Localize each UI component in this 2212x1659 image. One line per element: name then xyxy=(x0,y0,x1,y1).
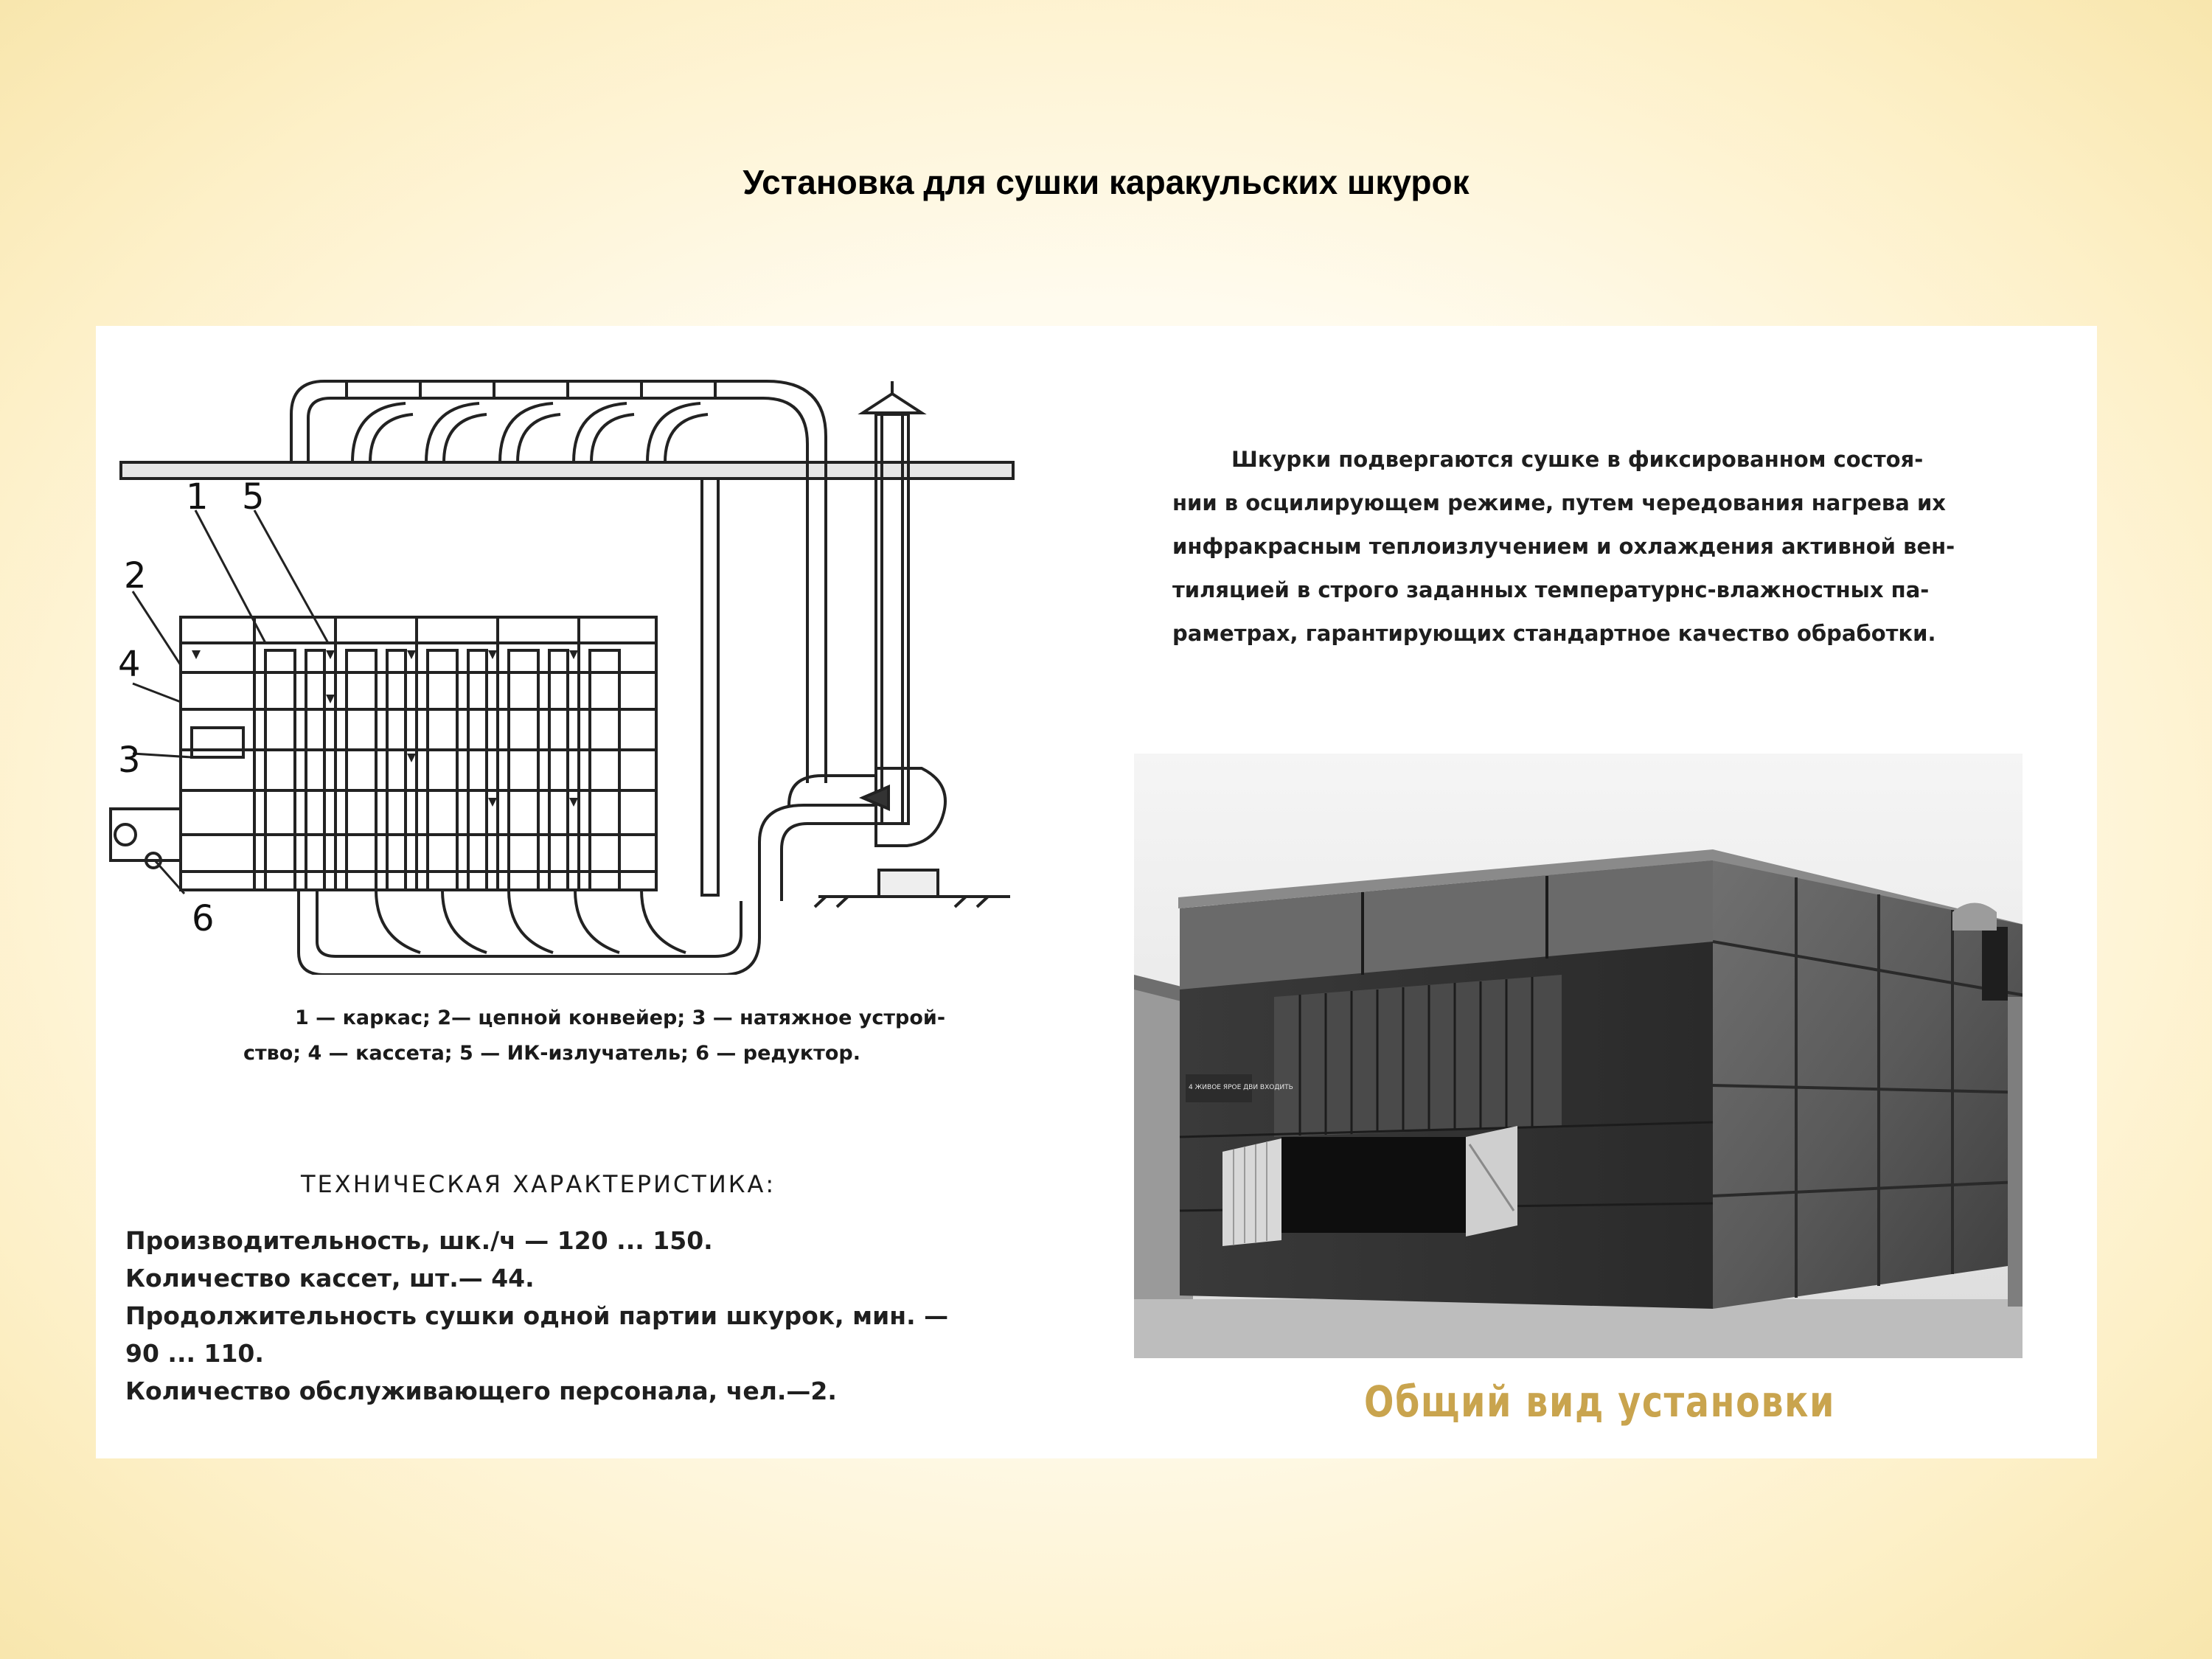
tech-spec-line: Количество обслуживающего персонала, чел.—2. xyxy=(125,1377,837,1405)
description-paragraph xyxy=(1172,438,2028,655)
slide-title: Установка для сушки каракульских шкурок xyxy=(742,163,1470,201)
installation-photo xyxy=(1134,754,2023,1358)
door-sign: 4 ЖИВОЕ ЯРОЕ ДВИ ВХОДИТЬ xyxy=(1189,1084,1293,1091)
callout-4: 4 xyxy=(118,644,141,685)
tech-spec-list xyxy=(125,1222,1047,1410)
description-line: Шкурки подвергаются сушке в фиксированном состоя- xyxy=(1231,447,1924,472)
legend-line-2: ство; 4 — кассета; 5 — ИК-излучатель; 6 — редуктор. xyxy=(243,1042,860,1065)
photo-caption: Общий вид установки xyxy=(1364,1377,1836,1427)
tech-spec-line: Производительность, шк./ч — 120 ... 150. xyxy=(125,1226,713,1255)
tech-spec-line: Продолжительность сушки одной партии шкурок, мин. — xyxy=(125,1301,949,1330)
diagram-legend xyxy=(243,1001,1091,1071)
tech-spec-line: 90 ... 110. xyxy=(125,1339,264,1368)
legend-line-1: 1 — каркас; 2— цепной конвейер; 3 — натяжное устрой- xyxy=(295,1006,946,1029)
description-line: инфракрасным теплоизлучением и охлаждения активной вен- xyxy=(1172,534,1955,559)
callout-6: 6 xyxy=(192,898,215,939)
tech-spec-heading: ТЕХНИЧЕСКАЯ ХАРАКТЕРИСТИКА: xyxy=(301,1170,776,1198)
description-line: тиляцией в строго заданных температурнс-влажностных па- xyxy=(1172,577,1930,602)
description-line: нии в осцилирующем режиме, путем чередования нагрева их xyxy=(1172,490,1946,515)
description-line: раметрах, гарантирующих стандартное качество обработки. xyxy=(1172,621,1936,646)
callout-2: 2 xyxy=(124,555,147,597)
tech-spec-line: Количество кассет, шт.— 44. xyxy=(125,1264,535,1293)
installation-drawing xyxy=(96,326,1128,975)
callout-5: 5 xyxy=(242,476,265,518)
callout-3: 3 xyxy=(118,740,141,781)
document-panel xyxy=(96,326,2097,1458)
callout-1: 1 xyxy=(186,476,209,518)
